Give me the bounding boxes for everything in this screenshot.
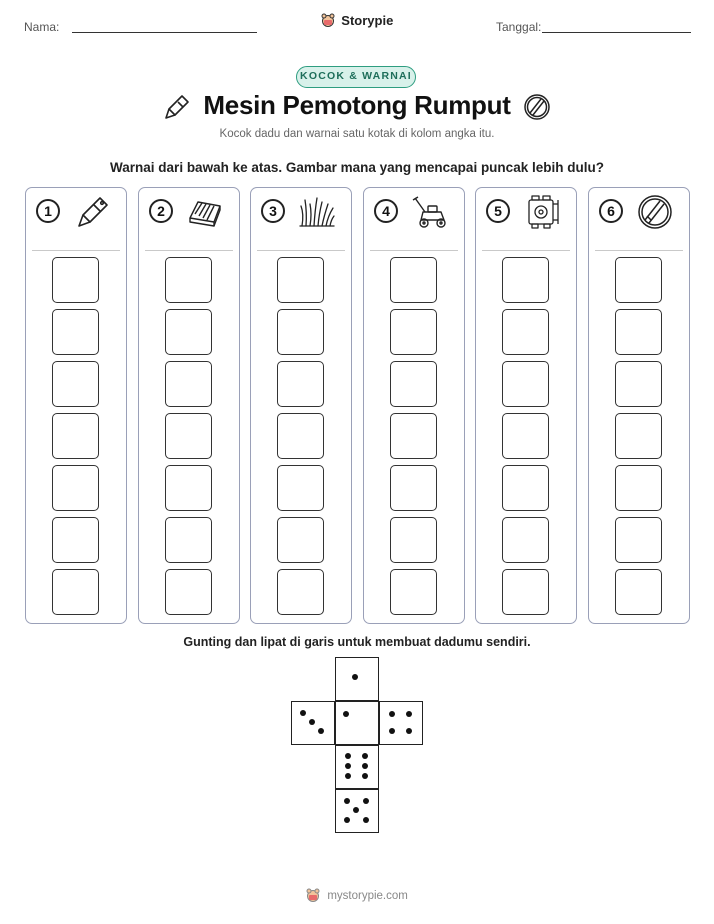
color-box[interactable] xyxy=(165,517,212,563)
name-label: Nama: xyxy=(24,20,60,34)
column-number: 3 xyxy=(261,199,285,223)
die-pip xyxy=(389,728,395,734)
column-5 xyxy=(475,187,577,624)
die-pip xyxy=(309,719,315,725)
color-box[interactable] xyxy=(615,361,662,407)
color-box[interactable] xyxy=(615,569,662,615)
color-box[interactable] xyxy=(502,309,549,355)
color-box[interactable] xyxy=(615,257,662,303)
storypie-logo-icon xyxy=(321,13,335,27)
die-pip xyxy=(345,763,351,769)
color-box[interactable] xyxy=(277,465,324,511)
die-pip xyxy=(345,753,351,759)
color-box[interactable] xyxy=(52,361,99,407)
color-box[interactable] xyxy=(390,361,437,407)
die-pip xyxy=(406,711,412,717)
color-box[interactable] xyxy=(165,257,212,303)
color-box[interactable] xyxy=(615,309,662,355)
color-box[interactable] xyxy=(52,465,99,511)
lawn-mower-icon xyxy=(411,194,449,230)
column-number: 5 xyxy=(486,199,510,223)
date-line[interactable] xyxy=(542,32,691,33)
color-box[interactable] xyxy=(52,517,99,563)
column-divider xyxy=(595,250,683,251)
color-box[interactable] xyxy=(165,413,212,459)
color-box[interactable] xyxy=(390,257,437,303)
color-box[interactable] xyxy=(52,309,99,355)
column-2 xyxy=(138,187,240,624)
color-box[interactable] xyxy=(390,309,437,355)
brand-logo xyxy=(0,13,714,28)
die-pip xyxy=(318,728,324,734)
activity-tag: KOCOK & WARNAI xyxy=(296,66,416,88)
color-box[interactable] xyxy=(502,413,549,459)
color-box[interactable] xyxy=(52,569,99,615)
die-face-1 xyxy=(335,657,379,701)
color-box[interactable] xyxy=(52,413,99,459)
blade-disc-icon xyxy=(523,93,551,121)
die-face-6 xyxy=(335,745,379,789)
color-box[interactable] xyxy=(52,257,99,303)
color-box[interactable] xyxy=(165,465,212,511)
color-box[interactable] xyxy=(165,361,212,407)
die-pip xyxy=(352,674,358,680)
die-pip xyxy=(353,807,359,813)
die-pip xyxy=(345,773,351,779)
column-number: 2 xyxy=(149,199,173,223)
color-box[interactable] xyxy=(502,569,549,615)
blade-disc-icon xyxy=(636,194,674,230)
die-pip xyxy=(343,711,349,717)
die-pip xyxy=(300,710,306,716)
color-box[interactable] xyxy=(390,569,437,615)
subtitle: Kocok dadu dan warnai satu kotak di kolom angka itu. xyxy=(219,128,495,140)
color-box[interactable] xyxy=(277,309,324,355)
die-face-4 xyxy=(379,701,423,745)
color-box[interactable] xyxy=(277,517,324,563)
color-box[interactable] xyxy=(165,569,212,615)
brand-name: Storypie xyxy=(341,13,394,28)
column-divider xyxy=(32,250,120,251)
color-box[interactable] xyxy=(615,465,662,511)
die-pip xyxy=(362,753,368,759)
die-pip xyxy=(363,817,369,823)
grass-icon xyxy=(298,194,336,230)
column-number: 4 xyxy=(374,199,398,223)
die-pip xyxy=(362,773,368,779)
color-box[interactable] xyxy=(390,413,437,459)
column-divider xyxy=(145,250,233,251)
color-box[interactable] xyxy=(165,309,212,355)
die-pip xyxy=(344,817,350,823)
footer-url[interactable]: mystorypie.com xyxy=(327,890,408,902)
name-line[interactable] xyxy=(72,32,257,33)
storypie-logo-icon xyxy=(306,888,320,902)
column-6 xyxy=(588,187,690,624)
color-box[interactable] xyxy=(277,361,324,407)
color-box[interactable] xyxy=(502,257,549,303)
die-pip xyxy=(363,798,369,804)
die-pip xyxy=(344,798,350,804)
page-title: Mesin Pemotong Rumput xyxy=(203,90,511,120)
grass-mat-icon xyxy=(186,194,224,230)
column-number: 1 xyxy=(36,199,60,223)
color-box[interactable] xyxy=(502,361,549,407)
column-divider xyxy=(370,250,458,251)
footer xyxy=(0,888,714,902)
column-number: 6 xyxy=(599,199,623,223)
color-box[interactable] xyxy=(502,517,549,563)
column-divider xyxy=(257,250,345,251)
color-box[interactable] xyxy=(502,465,549,511)
color-box[interactable] xyxy=(615,517,662,563)
column-3 xyxy=(250,187,352,624)
column-1 xyxy=(25,187,127,624)
die-pip xyxy=(406,728,412,734)
die-face-3 xyxy=(291,701,335,745)
die-face-5 xyxy=(335,789,379,833)
color-box[interactable] xyxy=(390,465,437,511)
instruction: Warnai dari bawah ke atas. Gambar mana yang mencapai puncak lebih dulu? xyxy=(110,160,604,175)
date-label: Tanggal: xyxy=(496,20,542,34)
column-4 xyxy=(363,187,465,624)
color-box[interactable] xyxy=(277,569,324,615)
color-box[interactable] xyxy=(277,257,324,303)
utility-knife-icon xyxy=(73,194,111,230)
column-divider xyxy=(482,250,570,251)
color-box[interactable] xyxy=(615,413,662,459)
color-box[interactable] xyxy=(277,413,324,459)
die-pip xyxy=(362,763,368,769)
die-face-center xyxy=(335,701,379,745)
mower-engine-icon xyxy=(523,194,561,230)
color-box[interactable] xyxy=(390,517,437,563)
die-pip xyxy=(389,711,395,717)
cut-instruction: Gunting dan lipat di garis untuk membuat dadumu sendiri. xyxy=(183,635,531,649)
